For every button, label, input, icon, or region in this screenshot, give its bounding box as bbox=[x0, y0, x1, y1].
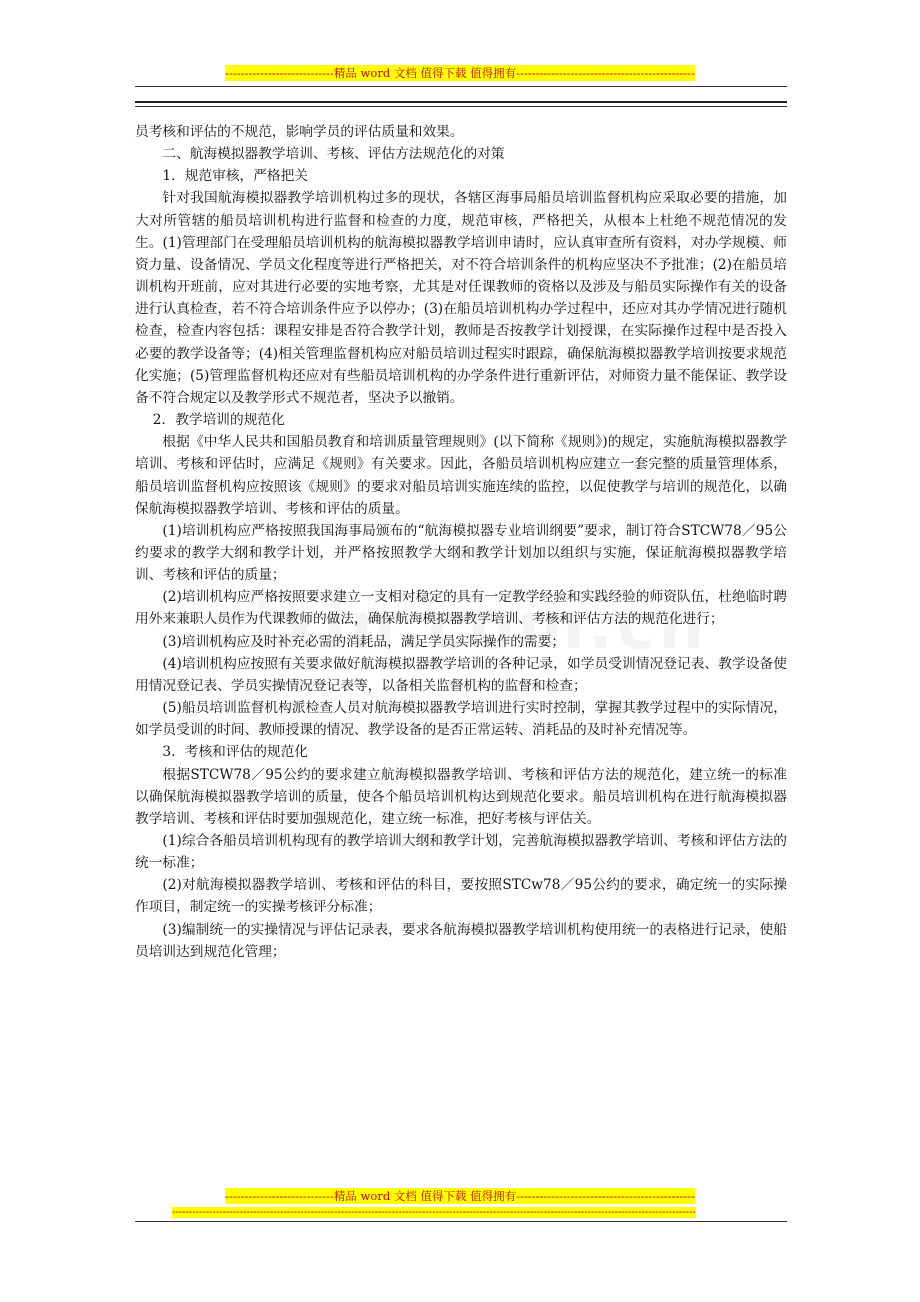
paragraph: 根据STCW78／95公约的要求建立航海模拟器教学培训、考核和评估方法的规范化，建立统一的标准以确保航海模拟器教学培训的质量，使各个船员培训机构达到规范化要求。船员培训机构在进行航海模拟器教学培训、考核和评估时要加强规范化，建立统一标准，把好考核与评估关。 bbox=[135, 766, 787, 827]
footer-banner: ----------------------------精品 word 文档 值得下载 值得拥有---------------------------------------------- bbox=[225, 1189, 695, 1203]
paragraph: 针对我国航海模拟器教学培训机构过多的现状，各辖区海事局船员培训监督机构应采取必要的措施，加大对所管辖的船员培训机构进行监督和检查的力度，规范审核，严格把关，从根本上杜绝不规范情况的发生。(1)管理部门在受理船员培训机构的航海模拟器教学培训申请时，应认真审查所有资料，对办学规模、师资力量、设备情况、学员文化程度等进行严格把关，对不符合培训条件的机构应坚决不予批准；(2)在船员培训机构开班前，应对其进行必要的实地考察，尤其是对任课教师的资格以及涉及与船员实际操作有关的设备进行认真检查，若不符合培训条件应予以停办；(3)在船员培训机构办学过程中，还应对其办学情况进行随机检查，检查内容包括：课程安排是否符合教学计划，教师是否按教学计划授课，在实际操作过程中是否投入必要的教学设备等；(4)相关管理监督机构应对船员培训过程实时跟踪，确保航海模拟器教学培训按要求规范化实施；(5)管理监督机构还应对有些船员培训机构的办学条件进行重新评估，对师资力量不能保证、教学设备不符合规定以及教学形式不规范者，坚决予以撤销。 bbox=[135, 190, 787, 406]
paragraph: 员考核和评估的不规范，影响学员的评估质量和效果。 bbox=[135, 124, 464, 140]
list-item: (3)编制统一的实操情况与评估记录表，要求各航海模拟器教学培训机构使用统一的表格进行记录，使船员培训达到规范化管理； bbox=[135, 921, 787, 960]
header-rule bbox=[135, 86, 787, 87]
list-item: (2)培训机构应严格按照要求建立一支相对稳定的具有一定教学经验和实践经验的师资队伍，杜绝临时聘用外来兼职人员作为代课教师的做法，确保航海模拟器教学培训、考核和评估方法的规范化进行； bbox=[135, 589, 787, 628]
paragraph: 根据《中华人民共和国船员教育和培训质量管理规则》(以下简称《规则》)的规定，实施航海模拟器教学培训、考核和评估时，应满足《规则》有关要求。因此，各船员培训机构应建立一套完整的质量管理体系，船员培训监督机构应按照该《规则》的要求对船员培训实施连续的监控，以促使教学与培训的规范化，以确保航海模拟器教学培训、考核和评估的质量。 bbox=[135, 434, 787, 517]
list-item: (1)培训机构应严格按照我国海事局颁布的“航海模拟器专业培训纲要”要求，制订符合STCW78／95公约要求的教学大纲和教学计划，并严格按照教学大纲和教学计划加以组织与实施，保证航海模拟器教学培训、考核和评估的质量； bbox=[135, 522, 787, 584]
subsection-heading: 1．规范审核，严格把关 bbox=[162, 168, 308, 185]
subsection-heading: 3．考核和评估的规范化 bbox=[162, 744, 308, 761]
document-body bbox=[135, 121, 787, 963]
footer-dashes: ----------------------------------------------------------------------------------------------------------------------------------------------------------- bbox=[172, 1207, 696, 1218]
list-item: (3)培训机构应及时补充必需的消耗品，满足学员实际操作的需要； bbox=[162, 633, 566, 650]
footer-rule bbox=[135, 1221, 787, 1222]
list-item: (1)综合各船员培训机构现有的教学培训大纲和教学计划，完善航海模拟器教学培训、考核和评估方法的统一标准； bbox=[135, 833, 787, 872]
header-rule-thin bbox=[135, 106, 787, 107]
section-heading: 二、航海模拟器教学培训、考核、评估方法规范化的对策 bbox=[162, 146, 505, 163]
list-item: (4)培训机构应按照有关要求做好航海模拟器教学培训的各种记录，如学员受训情况登记表、教学设备使用情况登记表、学员实操情况登记表等，以备相关监督机构的监督和检查； bbox=[135, 655, 787, 694]
subsection-heading: 2．教学培训的规范化 bbox=[152, 412, 285, 429]
header-rule-thick bbox=[135, 101, 787, 103]
header-banner: ----------------------------精品 word 文档 值得下载 值得拥有---------------------------------------------- bbox=[225, 66, 695, 80]
list-item: (5)船员培训监督机构派检查人员对航海模拟器教学培训进行实时控制，掌握其教学过程中的实际情况，如学员受训的时间、教师授课的情况、教学设备的是否正常运转、消耗品的及时补充情况等。 bbox=[135, 700, 787, 739]
list-item: (2)对航海模拟器教学培训、考核和评估的科目，要按照STCw78／95公约的要求，确定统一的实际操作项目，制定统一的实操考核评分标准； bbox=[135, 877, 787, 916]
